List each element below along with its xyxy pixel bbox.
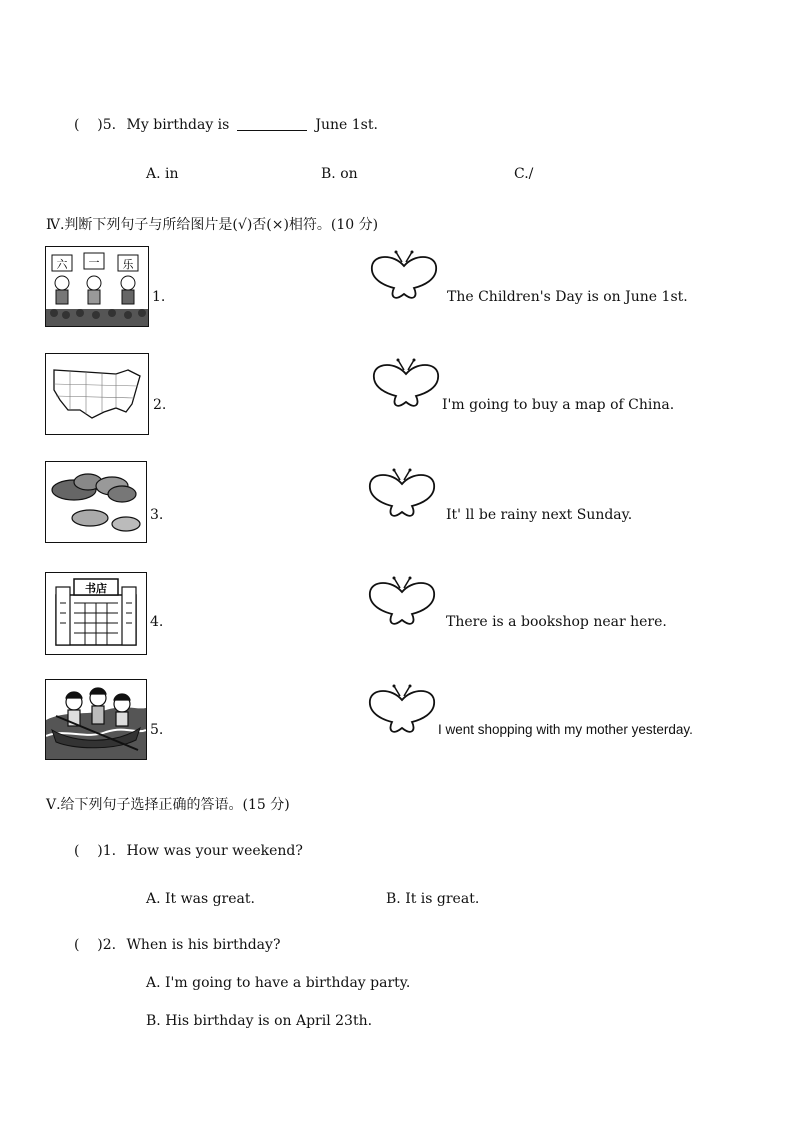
question-number: 5. [102, 117, 117, 133]
question-text-before: My birthday is [126, 117, 230, 133]
question-text: How was your weekend? [126, 843, 303, 859]
sentence-1: The Children's Day is on June 1st. [447, 289, 688, 305]
question-text-after: June 1st. [315, 117, 378, 133]
option-b[interactable]: B. on [321, 166, 358, 182]
sentence-5: I went shopping with my mother yesterday. [438, 722, 693, 737]
butterfly-answer-box[interactable] [370, 358, 442, 416]
option-a[interactable]: A. in [146, 166, 179, 182]
answer-paren[interactable]: ( ) [74, 117, 103, 133]
item-number: 1. [152, 289, 166, 305]
answer-paren[interactable]: ( ) [74, 843, 103, 859]
sentence-2: I'm going to buy a map of China. [442, 397, 675, 413]
butterfly-answer-box[interactable] [366, 468, 438, 526]
fill-blank[interactable] [237, 130, 307, 131]
sentence-4: There is a bookshop near here. [446, 614, 667, 630]
section-5-title: Ⅴ.给下列句子选择正确的答语。(15 分) [46, 797, 290, 813]
question-2-line [74, 937, 280, 953]
bookshop-picture [45, 572, 147, 655]
answer-paren[interactable]: ( ) [74, 937, 103, 953]
butterfly-answer-box[interactable] [368, 250, 440, 308]
option-b[interactable]: B. It is great. [386, 891, 480, 907]
sign-char-1: 六 [56, 258, 68, 271]
butterfly-answer-box[interactable] [366, 576, 438, 634]
item-number: 4. [150, 614, 164, 630]
sign-char-3: 乐 [122, 258, 134, 271]
item-number: 3. [150, 507, 164, 523]
rafting-picture [45, 679, 147, 760]
bookshop-sign-text: 书店 [85, 582, 107, 595]
sign-char-2: 一 [88, 256, 100, 269]
option-b[interactable]: B. His birthday is on April 23th. [146, 1013, 373, 1029]
question-text: When is his birthday? [126, 937, 281, 953]
question-5-line [74, 117, 378, 133]
question-1-line [74, 843, 303, 859]
item-number: 2. [153, 397, 167, 413]
section-4-title: Ⅳ.判断下列句子与所给图片是(√)否(×)相符。(10 分) [46, 217, 379, 233]
question-number: 1. [102, 843, 117, 859]
clouds-picture [45, 461, 147, 543]
question-number: 2. [102, 937, 117, 953]
childrens-day-picture [45, 246, 149, 327]
butterfly-answer-box[interactable] [366, 684, 438, 742]
item-number: 5. [150, 722, 164, 738]
option-a[interactable]: A. It was great. [146, 891, 255, 907]
sentence-3: It' ll be rainy next Sunday. [446, 507, 633, 523]
us-map-picture [45, 353, 149, 435]
option-c[interactable]: C./ [514, 166, 534, 182]
option-a[interactable]: A. I'm going to have a birthday party. [146, 975, 411, 991]
